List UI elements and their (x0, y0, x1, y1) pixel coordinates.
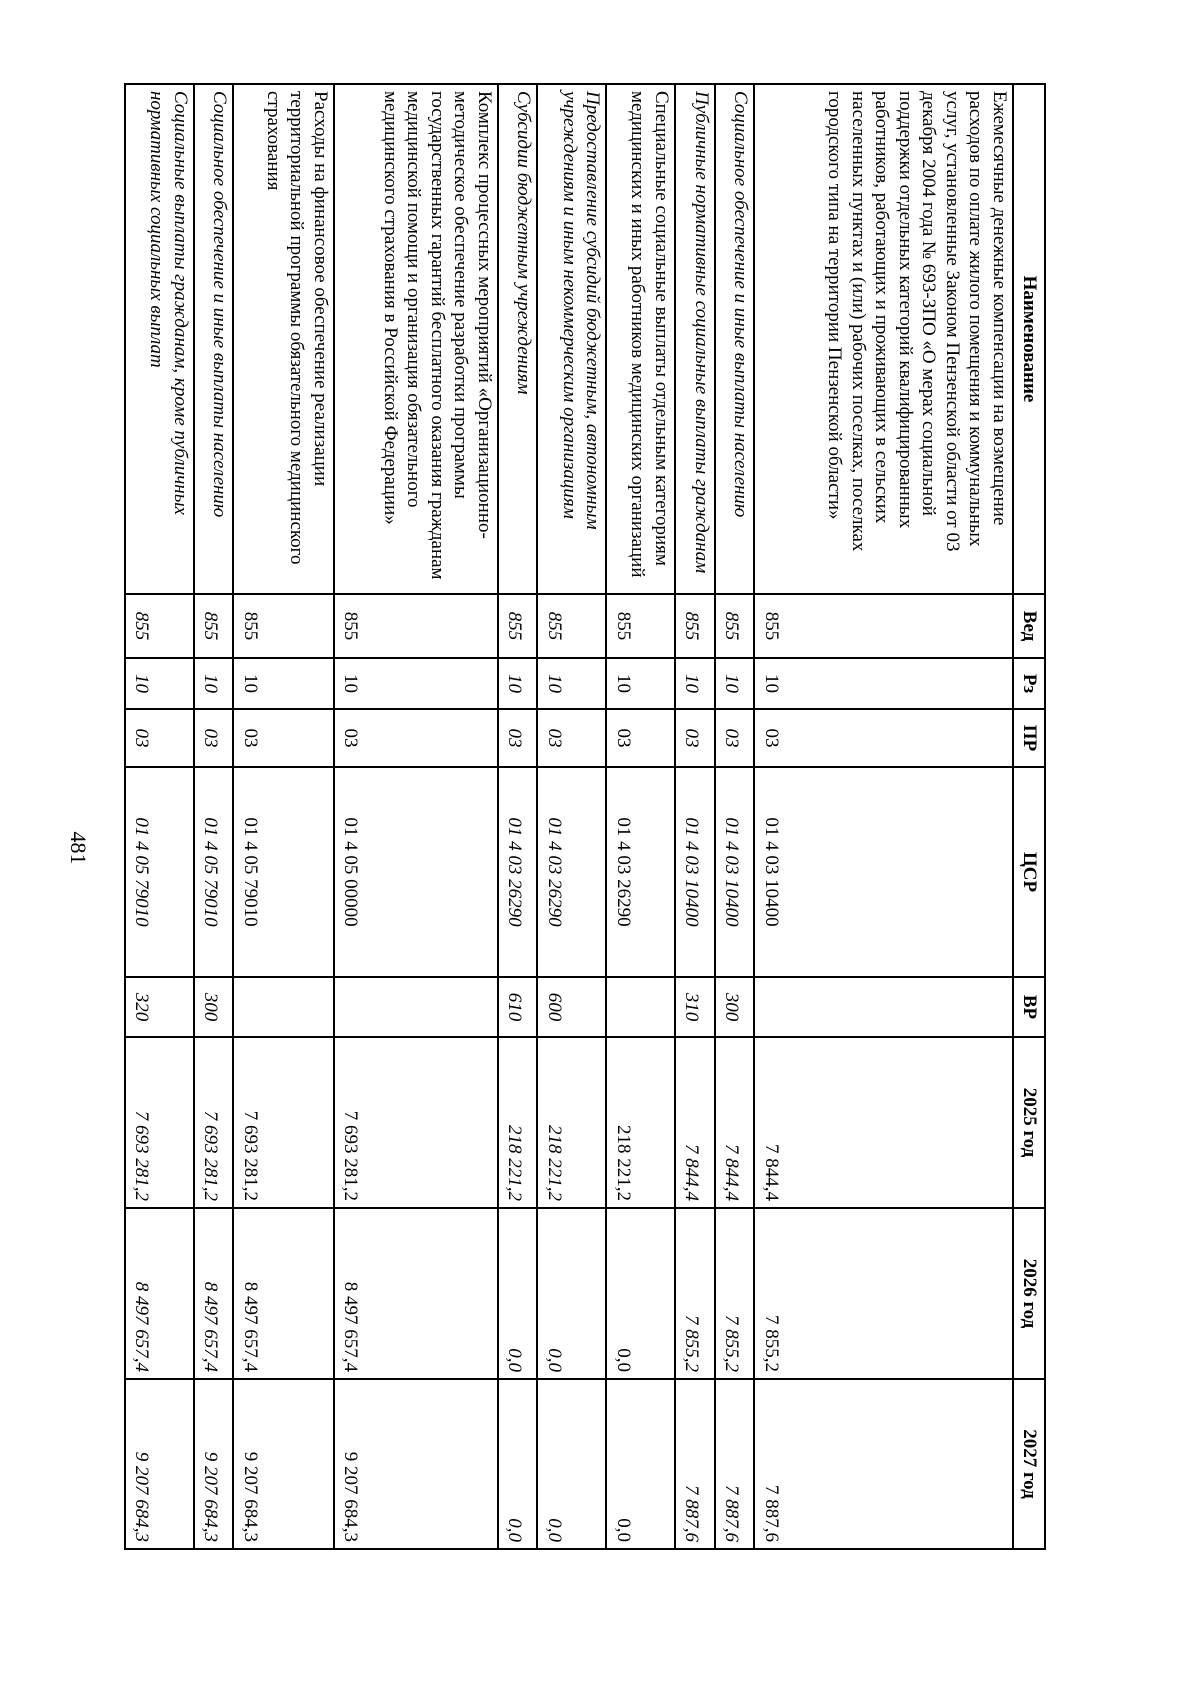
budget-table (124, 83, 1046, 1550)
header-ved: Вед (1013, 594, 1045, 658)
row-csr: 01 4 03 26290 (537, 767, 606, 977)
row-name: Субсидии бюджетным учреждениям (498, 84, 538, 594)
row-value-2026: 0,0 (498, 1208, 538, 1379)
table-row (537, 84, 606, 1549)
header-year-2025: 2025 год (1013, 1037, 1045, 1208)
row-pr: 03 (334, 709, 498, 767)
row-value-2027: 0,0 (537, 1379, 606, 1549)
table-row (234, 84, 334, 1549)
rotated-table-container (124, 83, 1046, 1548)
row-csr: 01 4 03 26290 (606, 767, 675, 977)
row-value-2026: 8 497 657,4 (234, 1208, 334, 1379)
row-name: Социальное обеспечение и иные выплаты населению (715, 84, 755, 594)
row-value-2027: 9 207 684,3 (125, 1379, 194, 1549)
row-rz: 10 (715, 658, 755, 709)
row-value-2025: 218 221,2 (606, 1037, 675, 1208)
row-vr: 310 (675, 977, 715, 1037)
row-rz: 10 (498, 658, 538, 709)
row-rz: 10 (234, 658, 334, 709)
row-value-2025: 218 221,2 (537, 1037, 606, 1208)
row-pr: 03 (498, 709, 538, 767)
row-name: Ежемесячные денежные компенсации на возмещение расходов по оплате жилого помещения и коммунальных услуг, установленные Законом Пензенской области от 03 декабря 2004 года № 693-ЗПО «О мерах социальной поддержки отдельных категорий квалифицированных работников, работающих и проживающих в сельских населенных пунктах и (или) рабочих поселках, поселках городского типа на территории Пензенской области» (754, 84, 1013, 594)
row-vr: 300 (194, 977, 234, 1037)
table-row (675, 84, 715, 1549)
row-value-2025: 7 844,4 (715, 1037, 755, 1208)
row-name: Предоставление субсидий бюджетным, автономным учреждениям и иным некоммерческим организациям (537, 84, 606, 594)
row-csr: 01 4 05 79010 (194, 767, 234, 977)
table-row (334, 84, 498, 1549)
row-rz: 10 (754, 658, 1013, 709)
row-vr (334, 977, 498, 1037)
row-vr (754, 977, 1013, 1037)
page-number: 481 (66, 831, 91, 865)
row-rz: 10 (537, 658, 606, 709)
row-name: Социальные выплаты гражданам, кроме публичных нормативных социальных выплат (125, 84, 194, 594)
row-ved: 855 (234, 594, 334, 658)
row-value-2027: 7 887,6 (675, 1379, 715, 1549)
row-ved: 855 (125, 594, 194, 658)
row-value-2026: 0,0 (537, 1208, 606, 1379)
header-pr: ПР (1013, 709, 1045, 767)
row-vr (234, 977, 334, 1037)
row-csr: 01 4 05 79010 (125, 767, 194, 977)
row-name: Социальное обеспечение и иные выплаты населению (194, 84, 234, 594)
row-pr: 03 (194, 709, 234, 767)
row-value-2025: 7 693 281,2 (234, 1037, 334, 1208)
row-value-2026: 7 855,2 (715, 1208, 755, 1379)
row-vr: 610 (498, 977, 538, 1037)
row-value-2026: 8 497 657,4 (334, 1208, 498, 1379)
table-row (606, 84, 675, 1549)
header-csr: ЦСР (1013, 767, 1045, 977)
row-csr: 01 4 03 10400 (754, 767, 1013, 977)
row-vr: 320 (125, 977, 194, 1037)
row-csr: 01 4 03 26290 (498, 767, 538, 977)
row-csr: 01 4 03 10400 (675, 767, 715, 977)
row-value-2027: 9 207 684,3 (234, 1379, 334, 1549)
row-csr: 01 4 05 79010 (234, 767, 334, 977)
row-value-2025: 7 844,4 (754, 1037, 1013, 1208)
row-value-2026: 8 497 657,4 (194, 1208, 234, 1379)
row-value-2027: 0,0 (606, 1379, 675, 1549)
row-ved: 855 (537, 594, 606, 658)
row-ved: 855 (334, 594, 498, 658)
row-ved: 855 (194, 594, 234, 658)
row-value-2027: 9 207 684,3 (334, 1379, 498, 1549)
table-row (498, 84, 538, 1549)
row-vr: 600 (537, 977, 606, 1037)
row-value-2025: 7 693 281,2 (125, 1037, 194, 1208)
row-csr: 01 4 05 00000 (334, 767, 498, 977)
table-header-row (1013, 84, 1045, 1549)
row-ved: 855 (715, 594, 755, 658)
row-value-2027: 9 207 684,3 (194, 1379, 234, 1549)
row-pr: 03 (234, 709, 334, 767)
row-name: Специальные социальные выплаты отдельным категориям медицинских и иных работников медицинских организаций (606, 84, 675, 594)
row-pr: 03 (675, 709, 715, 767)
row-pr: 03 (606, 709, 675, 767)
header-year-2026: 2026 год (1013, 1208, 1045, 1379)
row-value-2027: 7 887,6 (754, 1379, 1013, 1549)
row-rz: 10 (334, 658, 498, 709)
row-ved: 855 (606, 594, 675, 658)
row-vr (606, 977, 675, 1037)
row-value-2027: 0,0 (498, 1379, 538, 1549)
row-name: Расходы на финансовое обеспечение реализации территориальной программы обязательного медицинского страхования (234, 84, 334, 594)
row-rz: 10 (125, 658, 194, 709)
row-value-2025: 7 693 281,2 (334, 1037, 498, 1208)
row-value-2026: 7 855,2 (675, 1208, 715, 1379)
row-value-2026: 7 855,2 (754, 1208, 1013, 1379)
row-csr: 01 4 03 10400 (715, 767, 755, 977)
row-pr: 03 (537, 709, 606, 767)
row-value-2025: 218 221,2 (498, 1037, 538, 1208)
row-rz: 10 (606, 658, 675, 709)
row-value-2026: 0,0 (606, 1208, 675, 1379)
table-row (715, 84, 755, 1549)
row-value-2025: 7 844,4 (675, 1037, 715, 1208)
row-rz: 10 (675, 658, 715, 709)
row-name: Публичные нормативные социальные выплаты гражданам (675, 84, 715, 594)
row-pr: 03 (754, 709, 1013, 767)
header-name: Наименование (1013, 84, 1045, 594)
table-row (194, 84, 234, 1549)
row-value-2025: 7 693 281,2 (194, 1037, 234, 1208)
row-vr: 300 (715, 977, 755, 1037)
row-ved: 855 (675, 594, 715, 658)
table-row (754, 84, 1013, 1549)
row-ved: 855 (754, 594, 1013, 658)
header-year-2027: 2027 год (1013, 1379, 1045, 1549)
row-pr: 03 (125, 709, 194, 767)
row-value-2026: 8 497 657,4 (125, 1208, 194, 1379)
row-value-2027: 7 887,6 (715, 1379, 755, 1549)
row-pr: 03 (715, 709, 755, 767)
table-row (125, 84, 194, 1549)
row-rz: 10 (194, 658, 234, 709)
header-vr: ВР (1013, 977, 1045, 1037)
header-rz: Рз (1013, 658, 1045, 709)
row-ved: 855 (498, 594, 538, 658)
row-name: Комплекс процессных мероприятий «Организационно-методическое обеспечение разработки программы государственных гарантий бесплатного оказания гражданам медицинской помощи и организация обязательного медицинского страхования в Российской Федерации» (334, 84, 498, 594)
